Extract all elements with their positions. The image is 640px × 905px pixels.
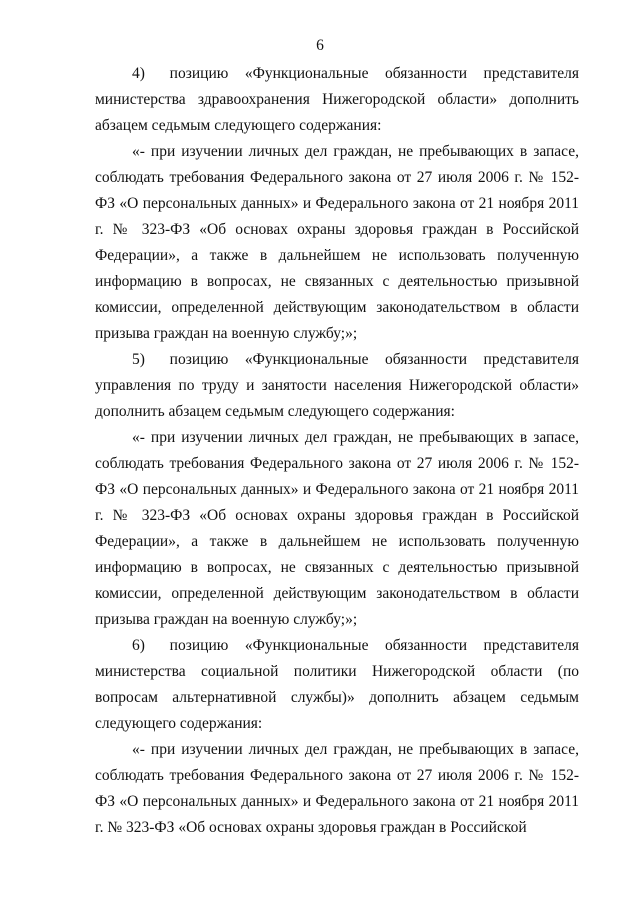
paragraph-quote-5: «- при изучении личных дел граждан, не пребывающих в запасе, соблюдать требования Федерального закона от 27 июля 2006 г. № 152-ФЗ «О персональных данных» и Федерального закона от 21 ноября 2011 г. № 323-ФЗ «Об основах охраны здоровья граждан в Российской Федерации», а также в дальнейшем не использовать полученную информацию в вопросах, не связанных с деятельностью призывной комиссии, определенной действующим законодательством в области призыва граждан на военную службу;»; [95, 429, 579, 628]
paragraph-item-5: 5) позицию «Функциональные обязанности представителя управления по труду и занятости населения Нижегородской области» дополнить абзацем седьмым следующего содержания: [95, 351, 579, 420]
paragraph-item-6: 6) позицию «Функциональные обязанности представителя министерства социальной политики Нижегородской области (по вопросам альтернативной службы)» дополнить абзацем седьмым следующего содержания: [95, 637, 579, 732]
document-body [95, 61, 579, 841]
paragraph-quote-6: «- при изучении личных дел граждан, не пребывающих в запасе, соблюдать требования Федерального закона от 27 июля 2006 г. № 152-ФЗ «О персональных данных» и Федерального закона от 21 ноября 2011 г. № 323-ФЗ «Об основах охраны здоровья граждан в Российской [95, 741, 579, 836]
paragraph-item-4: 4) позицию «Функциональные обязанности представителя министерства здравоохранения Нижегородской области» дополнить абзацем седьмым следующего содержания: [95, 65, 579, 134]
page-number: 6 [316, 37, 324, 54]
paragraph-quote-4: «- при изучении личных дел граждан, не пребывающих в запасе, соблюдать требования Федерального закона от 27 июля 2006 г. № 152-ФЗ «О персональных данных» и Федерального закона от 21 ноября 2011 г. № 323-ФЗ «Об основах охраны здоровья граждан в Российской Федерации», а также в дальнейшем не использовать полученную информацию в вопросах, не связанных с деятельностью призывной комиссии, определенной действующим законодательством в области призыва граждан на военную службу;»; [95, 143, 579, 342]
